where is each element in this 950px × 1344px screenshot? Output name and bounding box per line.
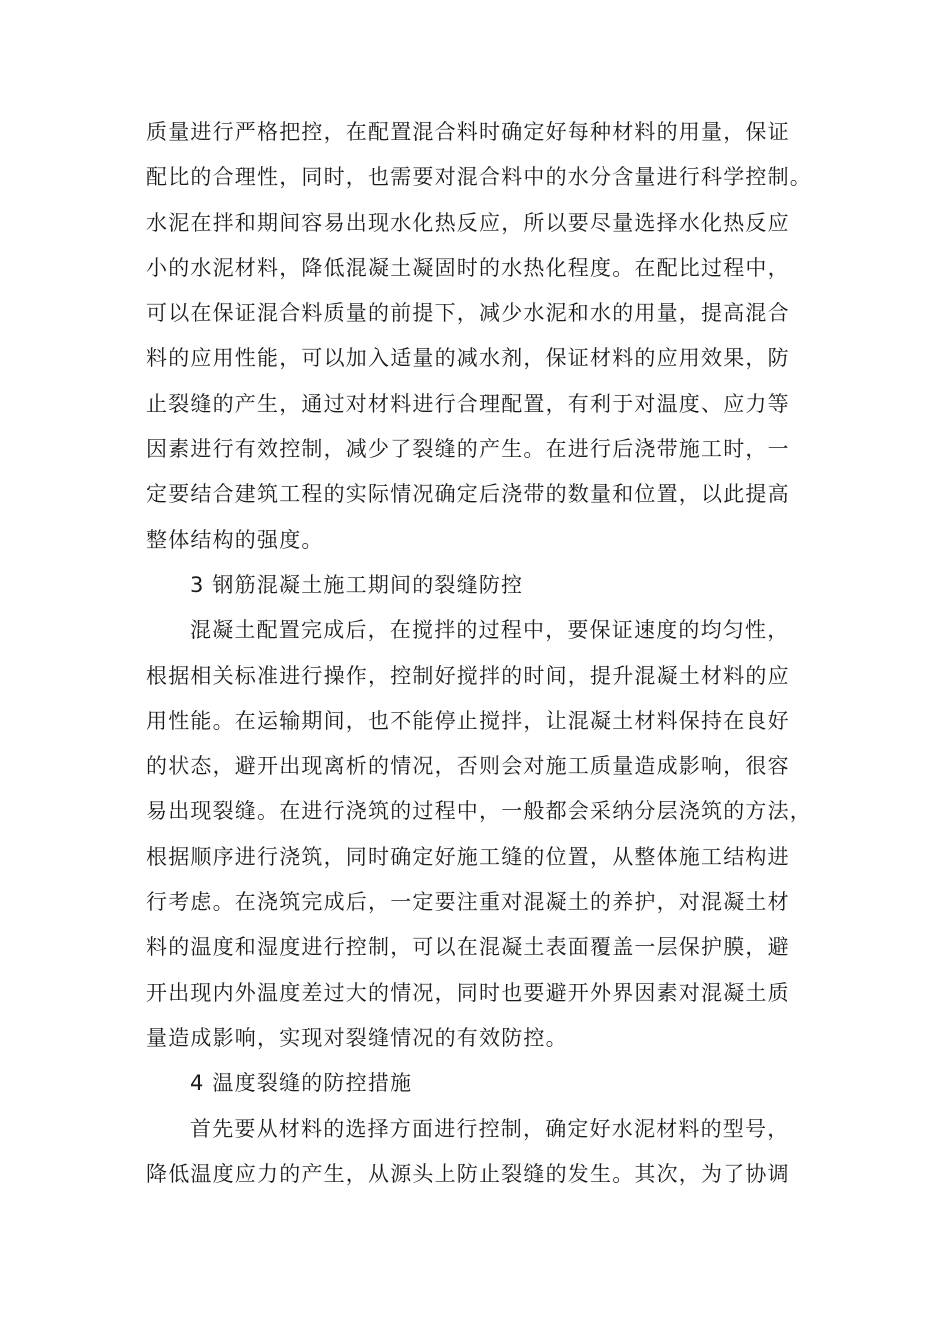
text-line: 用性能。在运输期间，也不能停止搅拌，让混凝土材料保持在良好 [146, 708, 790, 733]
paragraph-materials-control [146, 110, 826, 563]
text-line: 根据顺序进行浇筑，同时确定好施工缝的位置，从整体施工结构进 [146, 844, 790, 869]
text-line: 止裂缝的产生，通过对材料进行合理配置，有利于对温度、应力等 [146, 391, 790, 416]
section-heading-3 [146, 563, 826, 608]
paragraph-temperature-crack-measures [146, 1107, 826, 1198]
text-line: 量造成影响，实现对裂缝情况的有效防控。 [146, 1025, 568, 1050]
text-line: 质量进行严格把控，在配置混合料时确定好每种材料的用量，保证 [146, 120, 790, 144]
text-line: 整体结构的强度。 [146, 527, 324, 552]
text-line: 混凝土配置完成后，在搅拌的过程中，要保证速度的均匀性， [190, 618, 790, 643]
section-heading-4 [146, 1061, 826, 1106]
text-line: 因素进行有效控制，减少了裂缝的产生。在进行后浇带施工时，一 [146, 437, 790, 462]
paragraph-construction-crack-control [146, 608, 826, 1061]
text-line: 行考虑。在浇筑完成后，一定要注重对混凝土的养护，对混凝土材 [146, 890, 790, 915]
heading-text: 3 钢筋混凝土施工期间的裂缝防控 [190, 572, 524, 597]
text-line: 定要结合建筑工程的实际情况确定后浇带的数量和位置，以此提高 [146, 482, 790, 507]
text-line: 开出现内外温度差过大的情况，同时也要避开外界因素对混凝土质 [146, 980, 790, 1005]
text-line: 降低温度应力的产生，从源头上防止裂缝的发生。其次，为了协调 [146, 1161, 790, 1186]
text-line: 的状态，避开出现离析的情况，否则会对施工质量造成影响，很容 [146, 754, 790, 779]
text-line: 根据相关标准进行操作，控制好搅拌的时间，提升混凝土材料的应 [146, 663, 790, 688]
text-line: 料的温度和湿度进行控制，可以在混凝土表面覆盖一层保护膜，避 [146, 935, 790, 960]
heading-text: 4 温度裂缝的防控措施 [190, 1071, 413, 1096]
document-body [146, 110, 826, 1197]
text-line: 水泥在拌和期间容易出现水化热反应，所以要尽量选择水化热反应 [146, 210, 790, 235]
text-line: 配比的合理性，同时，也需要对混合料中的水分含量进行科学控制。 [146, 165, 812, 190]
text-line: 小的水泥材料，降低混凝土凝固时的水热化程度。在配比过程中， [146, 255, 790, 280]
text-line: 可以在保证混合料质量的前提下，减少水泥和水的用量，提高混合 [146, 301, 790, 326]
text-line: 料的应用性能，可以加入适量的减水剂，保证材料的应用效果，防 [146, 346, 790, 371]
text-line: 易出现裂缝。在进行浇筑的过程中，一般都会采纳分层浇筑的方法， [146, 799, 812, 824]
text-line: 首先要从材料的选择方面进行控制，确定好水泥材料的型号， [190, 1116, 790, 1141]
